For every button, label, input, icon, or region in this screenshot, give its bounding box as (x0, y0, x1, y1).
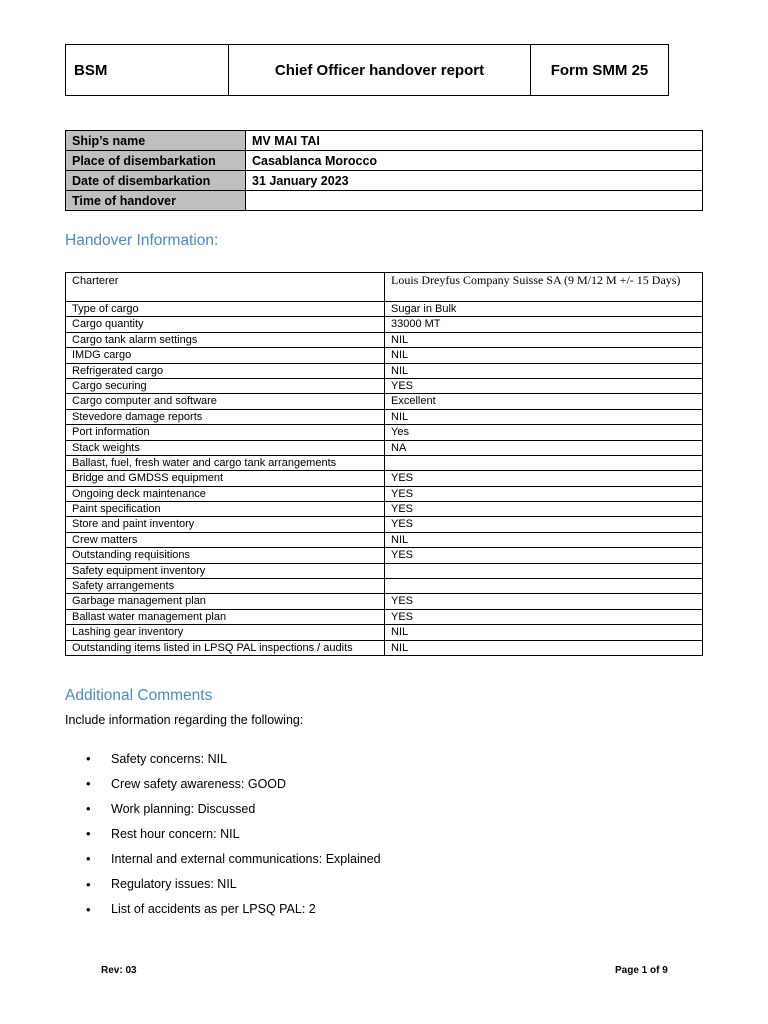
handover-row (66, 609, 703, 624)
header-form-number: Form SMM 25 (550, 61, 649, 79)
handover-value: NA (385, 440, 703, 455)
ship-info-label: Time of handover (66, 191, 246, 211)
comment-text: Safety concerns: NIL (111, 751, 228, 766)
handover-row (66, 440, 703, 455)
handover-row (66, 317, 703, 332)
ship-info-row (66, 171, 703, 191)
handover-item: Garbage management plan (66, 594, 385, 609)
bullet-icon: • (86, 876, 91, 892)
ship-info-value: MV MAI TAI (246, 131, 703, 151)
handover-item: Refrigerated cargo (66, 363, 385, 378)
handover-row (66, 640, 703, 655)
handover-item: Ongoing deck maintenance (66, 486, 385, 501)
handover-value: YES (385, 471, 703, 486)
handover-value: YES (385, 378, 703, 393)
handover-value: NIL (385, 332, 703, 347)
comment-text: Regulatory issues: NIL (111, 877, 237, 892)
handover-row (66, 409, 703, 424)
comment-item (86, 871, 381, 896)
comment-text: Crew safety awareness: GOOD (111, 776, 287, 791)
handover-item: Safety equipment inventory (66, 563, 385, 578)
handover-item: Outstanding items listed in LPSQ PAL inspections / audits (66, 640, 385, 655)
handover-row (66, 394, 703, 409)
comments-section-title: Additional Comments (65, 687, 213, 704)
handover-row (66, 548, 703, 563)
handover-item: Crew matters (66, 532, 385, 547)
comment-text: List of accidents as per LPSQ PAL: 2 (111, 902, 316, 917)
handover-row (66, 455, 703, 470)
handover-row (66, 302, 703, 317)
handover-item: Ballast, fuel, fresh water and cargo tank arrangements (66, 455, 385, 470)
handover-value: Sugar in Bulk (385, 302, 703, 317)
comment-item (86, 771, 381, 796)
handover-value: YES (385, 609, 703, 624)
handover-row (66, 563, 703, 578)
comment-item (86, 897, 381, 922)
bullet-icon: • (86, 851, 91, 867)
handover-value: 33000 MT (385, 317, 703, 332)
handover-item: Cargo securing (66, 378, 385, 393)
bullet-icon: • (86, 801, 91, 817)
handover-item: Stevedore damage reports (66, 409, 385, 424)
ship-info-label: Place of disembarkation (66, 151, 246, 171)
comment-text: Rest hour concern: NIL (111, 826, 240, 841)
handover-value: NIL (385, 640, 703, 655)
comment-item (86, 846, 381, 871)
ship-info-label: Ship’s name (66, 131, 246, 151)
handover-value (385, 455, 703, 470)
footer-revision: Rev: 03 (101, 965, 137, 976)
handover-row (66, 579, 703, 594)
handover-item: Paint specification (66, 502, 385, 517)
comment-item (86, 796, 381, 821)
handover-row (66, 532, 703, 547)
ship-info-table (65, 130, 703, 211)
handover-value: Excellent (385, 394, 703, 409)
handover-item: Store and paint inventory (66, 517, 385, 532)
comment-item (86, 746, 381, 771)
handover-item: Stack weights (66, 440, 385, 455)
handover-item: Cargo tank alarm settings (66, 332, 385, 347)
comment-text: Internal and external communications: Explained (111, 851, 381, 866)
bullet-icon: • (86, 826, 91, 842)
bullet-icon: • (86, 751, 91, 767)
handover-item: Type of cargo (66, 302, 385, 317)
ship-info-value: 31 January 2023 (246, 171, 703, 191)
handover-item: Outstanding requisitions (66, 548, 385, 563)
handover-row (66, 332, 703, 347)
handover-item: Cargo quantity (66, 317, 385, 332)
handover-value (385, 563, 703, 578)
handover-value: NIL (385, 348, 703, 363)
ship-info-label: Date of disembarkation (66, 171, 246, 191)
handover-row (66, 363, 703, 378)
handover-value: NIL (385, 409, 703, 424)
header-org: BSM (66, 45, 229, 95)
form-header (65, 44, 669, 96)
handover-table (65, 272, 703, 656)
handover-value: Yes (385, 425, 703, 440)
ship-info-row (66, 191, 703, 211)
handover-value: Louis Dreyfus Company Suisse SA (9 M/12 M +/- 15 Days) (385, 273, 703, 302)
handover-row (66, 378, 703, 393)
handover-value: YES (385, 517, 703, 532)
handover-value: NIL (385, 363, 703, 378)
bullet-icon: • (86, 901, 91, 917)
header-title: Chief Officer handover report (229, 45, 531, 95)
handover-item: Cargo computer and software (66, 394, 385, 409)
comments-list (86, 746, 381, 922)
handover-item: IMDG cargo (66, 348, 385, 363)
ship-info-value (246, 191, 703, 211)
handover-row (66, 273, 703, 302)
handover-section-title: Handover Information: (65, 232, 219, 249)
ship-info-value: Casablanca Morocco (246, 151, 703, 171)
handover-row (66, 517, 703, 532)
handover-item: Charterer (66, 273, 385, 302)
ship-info-row (66, 131, 703, 151)
handover-value: YES (385, 548, 703, 563)
handover-row (66, 594, 703, 609)
handover-item: Ballast water management plan (66, 609, 385, 624)
handover-row (66, 348, 703, 363)
handover-value: YES (385, 502, 703, 517)
handover-item: Safety arrangements (66, 579, 385, 594)
footer-page-number: Page 1 of 9 (615, 965, 668, 976)
handover-value: YES (385, 486, 703, 501)
comment-text: Work planning: Discussed (111, 801, 256, 816)
handover-value: NIL (385, 532, 703, 547)
handover-row (66, 425, 703, 440)
handover-item: Bridge and GMDSS equipment (66, 471, 385, 486)
handover-item: Port information (66, 425, 385, 440)
comments-intro: Include information regarding the following: (65, 713, 304, 727)
handover-value: NIL (385, 625, 703, 640)
handover-value: YES (385, 594, 703, 609)
handover-row (66, 625, 703, 640)
comment-item (86, 821, 381, 846)
handover-value (385, 579, 703, 594)
handover-row (66, 486, 703, 501)
bullet-icon: • (86, 776, 91, 792)
handover-item: Lashing gear inventory (66, 625, 385, 640)
ship-info-row (66, 151, 703, 171)
handover-row (66, 471, 703, 486)
handover-row (66, 502, 703, 517)
